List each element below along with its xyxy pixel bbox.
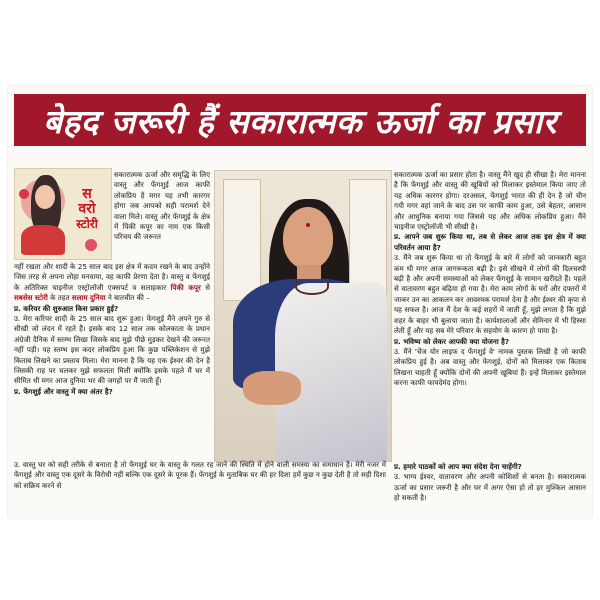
bottom-right-text	[394, 462, 586, 514]
badge-line: स	[82, 186, 92, 202]
series-logo	[14, 168, 112, 260]
column-left	[14, 262, 210, 458]
text: के तहत	[47, 293, 72, 303]
badge-line: वरो	[78, 201, 96, 217]
answer: सकारात्मक ऊर्जा का प्रसार होता है। वास्तु मैंने खुद ही सीखा है। मेरा मानना है कि फेंगशुई और वास्तु की खूबियों को मिलाकर इस्तेमाल किया जाए तो यह अधिक कारगर होगा। दरअसल, फेंगशुई भारत की ही देन है जो चीन गयी मगर वहां जाने के बाद उस पर काफी काम हुआ, उसे बेहतर, आसान और आधुनिक बनाया गया जिससे यह और अधिक लोकप्रिय हुआ। मैंने चाइनीज एस्ट्रोलॉजी भी सीखी है।	[394, 170, 586, 232]
series-name: सबसेस स्टोरी	[14, 293, 48, 303]
window-pane	[223, 179, 261, 301]
answer: उ. मैंने जब शुरू किया था तो फेंगशुई के बारे में लोगों को जानकारी बहुत कम थी मगर आज जागरूकता बढ़ी है। इसे सीखने में लोगों की दिलचस्पी बढ़ी है और अपनी समस्याओं को लेकर फेंगशुई के सामान खरीदते हैं। पहले से वातावरण बहुत बढ़िया हो गया है। मेरा काम लोगों के घरों और दफ्तरों में जाकर उन का आकलन कर आवश्यक परामर्श देना है और ईश्वर की कृपा से यह सफल है। आज मैं देश के कई शहरों में जाती हूँ, मुझे लगता है कि मुझे शहर के बाहर भी बुलाया जाता है। कार्यशालाओं और सेमिनार में भी हिस्सा लेती हूँ और यह सब मेरे परिवार के सहयोग के कारण हो पाया है।	[394, 253, 586, 336]
text: से	[200, 282, 210, 292]
necklace	[295, 279, 329, 295]
flower-icon	[85, 239, 97, 251]
badge-title	[65, 187, 109, 232]
publication-name: सलाम दुनिया	[71, 293, 106, 303]
headline: बेहद जरूरी हैं सकारात्मक ऊर्जा का प्रसार	[43, 101, 557, 141]
answer: उ. भाग्य ईश्वर, वातावरण और अपनी कोशिशों से बनता है। सकारात्मक ऊर्जा का प्रसार जरूरी है और घर में अगर ऐसा हो तो हर मुश्किल आसान हो सकती है।	[394, 472, 586, 503]
interviewee-photo	[214, 170, 392, 462]
newspaper-clipping	[8, 86, 592, 518]
face	[283, 207, 333, 269]
answer: उ. मैंने 'चेंज योर लाइफ द फेंगशुई वे' नामक पुस्तक लिखी है जो काफी लोकप्रिय हुई है। अब वास्तु और फेंगशुई, दोनों को मिलाकर एक किताब लिखना चाहती हूँ क्योंकि दोनों की अपनी खूबियां हैं। इन्हें मिलाकर इस्तेमाल करना काफी फायदेमंद होगा।	[394, 346, 586, 388]
bindi	[306, 223, 310, 227]
answer: उ. मेरा करियर शादी के 25 साल बाद शुरू हुआ। फेंगशुई मैंने अपने गुरु से सीखी जो लंदन में रहते हैं। इसके बाद 12 साल तक कोलकाता के प्रधान अंग्रेजी दैनिक में स्तम्भ लिखा जिसके बाद मुझे पीछे मुड़कर देखने की जरूरत नहीं पड़ी। यह स्तम्भ इस कदर लोकप्रिय हुआ कि कुछ पब्लिकेशन से मुझे किताब लिखने का प्रस्ताव मिला। मेरा मानना है कि यह एक ईश्वर की देन है जिसकी राह पर चलकर मुझे सफलता मिली क्योंकि इसके पहले मैं घर में सीमित थी मगर आज दुनिया भर की जगहों पर मैं जाती हूँ।	[14, 314, 210, 386]
face-illustration	[35, 185, 55, 209]
intro-continued	[14, 262, 210, 304]
column-right	[394, 170, 586, 462]
text: नहीं रखता और शादी के 25 साल बाद इस क्षेत्र में कदम रखने के बाद उन्होंने जिस तरह से अपना लोहा मनवाया, वह काफी प्रेरणा देता है। वास्तु व फेंगशुई के अतिरिक्त चाइनीज एस्ट्रोलॉजी एक्सपर्ट व सलाहकार	[14, 262, 210, 292]
question: प्र. हमारे पाठकों को आप क्या संदेश देना चाहेंगी?	[394, 462, 522, 471]
dress-illustration	[21, 225, 65, 255]
headline-banner	[14, 94, 586, 146]
text: ने बातचीत की –	[105, 293, 150, 303]
question: प्र. फेंगशुई और वास्तु में क्या अंतर है?	[14, 386, 113, 396]
badge-line: स्टोरी	[76, 217, 98, 231]
answer: उ. वास्तु घर को सही तरीके से बनाता है तो फेंगशुई घर के वास्तु के गलत रह जाने की स्थिति में होने वाली समस्या का समाधान है। मेरी नजर में फेंगशुई और वास्तु एक दूसरे के विरोधी नहीं बल्कि एक दूसरे के पूरक हैं। फेंगशुई के मुताबिक घर की हर दिशा हमें कुछ न कुछ देती है तो सही दिशा को सक्रिय करने से	[14, 460, 386, 490]
question: प्र. करियर की शुरुआत किस प्रकार हुई?	[14, 303, 119, 313]
question: प्र. आपने जब शुरू किया था, तब से लेकर आज तक इस क्षेत्र में क्या परिवर्तन आया है?	[394, 232, 586, 252]
flower-icon	[19, 189, 29, 199]
bottom-left-text	[14, 460, 386, 514]
question: प्र. भविष्य को लेकर आपकी क्या योजना है?	[394, 336, 510, 346]
interviewee-name: पिंकी कपूर	[170, 282, 201, 292]
intro-paragraph	[114, 170, 210, 264]
intro-text: सकारात्मक ऊर्जा और समृद्धि के लिए वास्तु और फेंगशुई आज काफी लोकप्रिय है मगर यह तभी कारगर होगा जब आपको सही परामर्श देने वाला मिले। वास्तु और फेंगशुई के क्षेत्र में पिंकी कपूर का नाम एक किसी परिचय की जरूरत	[114, 170, 210, 242]
hands	[243, 371, 301, 405]
saree	[275, 283, 387, 461]
